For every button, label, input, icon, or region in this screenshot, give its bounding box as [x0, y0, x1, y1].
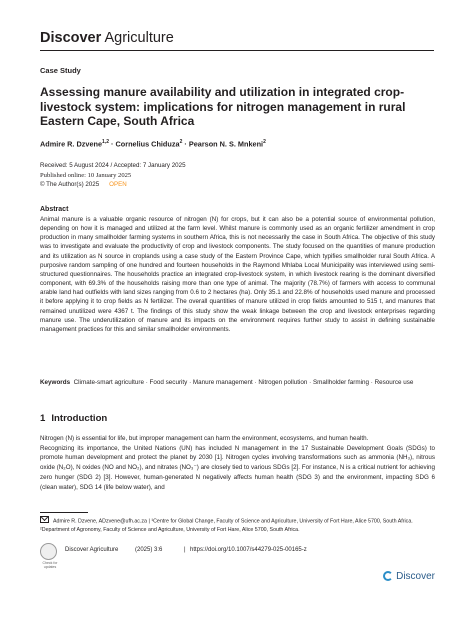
section-title: Introduction	[51, 413, 108, 424]
footer-journal: Discover Agriculture	[65, 547, 119, 553]
envelope-icon	[40, 516, 49, 523]
footer-separator: |	[184, 547, 186, 553]
author-affiliation: 2	[179, 139, 183, 145]
author-name[interactable]: Admire R. Dzvene	[40, 139, 103, 149]
discover-logo-text: Discover	[396, 571, 435, 582]
author-separator: ·	[182, 139, 189, 149]
author-affiliation: 2	[263, 139, 266, 145]
received-accepted-date: Received: 5 August 2024 / Accepted: 7 January 2025	[40, 162, 186, 169]
introduction-body	[40, 434, 435, 492]
author-name[interactable]: Cornelius Chiduza	[115, 139, 180, 149]
abstract-heading: Abstract	[40, 206, 69, 213]
keywords-label: Keywords	[40, 379, 71, 386]
journal-title-bold: Discover	[40, 30, 102, 46]
doi-link[interactable]: https://doi.org/10.1007/s44279-025-00165-z	[190, 547, 307, 553]
published-date: Published online: 10 January 2025	[40, 171, 132, 179]
article-type: Case Study	[40, 66, 81, 75]
keywords-list: Climate-smart agriculture · Food security · Manure management · Nitrogen pollution · Smallholder farming · Resource use	[73, 379, 414, 386]
check-for-updates-label: Check for updates	[42, 561, 58, 569]
journal-title[interactable]	[40, 30, 174, 46]
copyright-line	[40, 180, 186, 190]
keywords	[40, 378, 435, 387]
check-for-updates-icon[interactable]	[40, 543, 57, 560]
page-footer	[40, 543, 435, 583]
abstract-text: Animal manure is a valuable organic resource of nitrogen (N) for crops, but it can also be a potential source of environmental pollution, depending on how it is managed and utilized at the farm level. Whilst manure is commonly used as an organic fertilizer amendment in crop production in many smallholder farming systems in southern Africa, this is not necessarily the case in South Africa. The objective of this study was to investigate and evaluate the productivity of crop and livestock components. The study focused on the quantities of manure production and its utilization as N source in croplands using a case study of the Eastern Province Cape, which typifies smallholder rural South Africa. A purposive random sampling of one hundred and fourteen households in the Raymond Mhlaba Local Municipality was interviewed using semi-structured questionnaires. The households practice an integrated crop-livestock system, in which livestock rearing is the dominant diversified component, with 69.3% of the households raising more than one type of animal. The majority (78.7%) of farmers with access to communal arable land had outfields with land sizes ranging from 0.6 to 2 hectares (ha). Only 35.1 and 22.8% of households used manure and processed it before applying it to crop fields as N fertilizer. The overall quantities of manure utilized in crop fields amounted to 515 t, and manures that remained unutilized were 4367 t. The findings of this study show the weak linkage between the crop and livestock enterprises regarding manure use. The underutilization of manure and its impacts on the environment requires further study to assist in defining sustainable management practices for this and similar smallholder environments.	[40, 216, 435, 333]
author-affiliation: 1,2	[102, 139, 109, 145]
author-name[interactable]: Pearson N. S. Mnkeni	[188, 139, 264, 149]
journal-title-rest: Agriculture	[101, 30, 174, 46]
header-divider	[40, 50, 434, 51]
article-dates	[40, 161, 186, 190]
author-list	[40, 139, 266, 148]
author-separator: ·	[109, 139, 116, 149]
discover-logo-icon	[383, 571, 393, 581]
footnote-divider	[40, 512, 88, 513]
copyright-text: © The Author(s) 2025	[40, 181, 100, 188]
paragraph: Recognizing its importance, the United Nations (UN) has included N management in the 17 Sustainable Development Goals (SDGs) to promote human development and protect the planet by 2030 [1]. Nitrogen cycles involving transformations such as ammonia (NH₃), nitrous oxide (N₂O), N oxides (NO and NO₂), and nitrates (NO₃⁻) are closely tied to various SDGs [2]. For instance, N is a critical nutrient for achieving zero hunger (SDG 2) [3]. However, human-generated N negatively affects human health (SDG 3) and the environment, impacting SDG 6 (clean water), SDG 14 (life below water), and	[40, 444, 435, 491]
paragraph: Nitrogen (N) is essential for life, but improper management can harm the environment, ecosystems, and human health.	[40, 435, 369, 442]
section-number: 1	[40, 413, 46, 424]
section-heading-introduction	[40, 413, 113, 424]
open-access-badge[interactable]: OPEN	[109, 181, 127, 188]
footer-volume: (2025) 3:6	[135, 547, 163, 553]
discover-logo	[383, 571, 435, 582]
correspondence-footnote	[40, 516, 435, 534]
article-title: Assessing manure availability and utilization in integrated crop-livestock system: implications for nitrogen management in rural Eastern Cape, South Africa	[40, 85, 406, 128]
footnote-text[interactable]: Admire R. Dzvene, ADzvene@ufh.ac.za | ¹Centre for Global Change, Faculty of Science and Agriculture, University of Fort Hare, Alice 5700, South Africa. ²Department of Agronomy, Faculty of Science and Agriculture, University of Fort Hare, Alice 5700, South Africa.	[40, 518, 413, 533]
